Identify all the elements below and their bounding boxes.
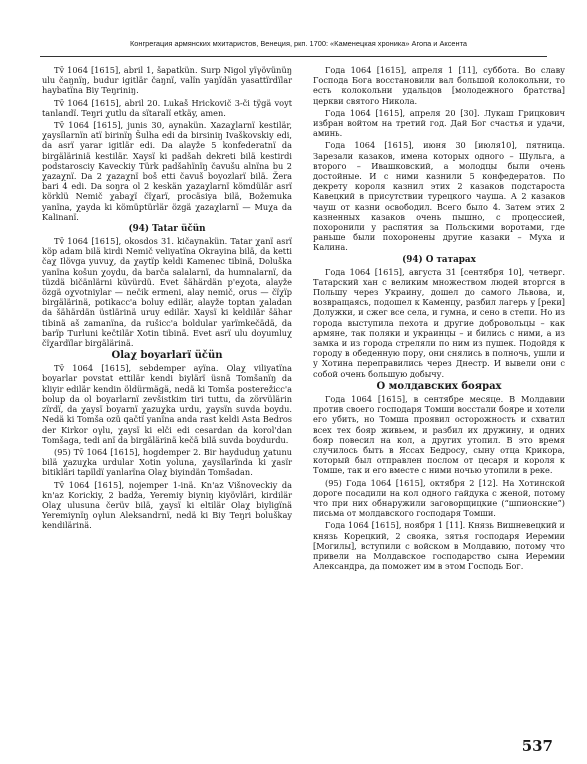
paragraph: Tv̄ 1064 [1615], abril 20. Lukaš Hrickovič 3-či tÿgä voyt tanlandï. Teŋri χutlu da sïtaralï etkäy, amen. [42,97,292,118]
section-heading: О молдавских боярах [376,380,502,392]
paragraph: Tv̄ 1064 [1615], nojemper 1-inä. Kn'az Višnoveckiy da kn'az Korickiy, 2 badža, Yeremiy biyniŋ kiyövläri, kirdilär Olaχ ulusuna čerüv bilä, χaysï ki eltilär Olaχ biyligïnä Yeremiynïŋ oγlun Aleksandrnï, nedä ki Biy Teŋri boluškay kendilärinä. [42,479,292,531]
running-header: Конгрегация армянских мхитаристов, Венеция, ркп. 1700: «Каменецкая хроника» Агопа и Аксента [129,39,468,48]
page-number: 537 [521,737,553,755]
paragraph: Года 1064 [1615], апреля 1 [11], суббота. Во славу Господа Бога восстановили вал большой колокольни, то есть колокольни удальцов [молодежного братства] церкви святого Никола. [313,65,565,106]
paragraph: (95) Tv̄ 1064 [1615], hogdemper 2. Bir hayduduŋ χatunu bilä χazuχka urdular Χotin yoluna, χaysïlarïnda ki χasïr bitikläri tapïldï yanlarïna Olaχ biyindän Tomšadan. [42,446,292,478]
section-heading: Olaχ boyarlarï üčün [111,350,223,362]
right-column-russian [313,65,565,573]
paragraph: Года 1064 [1615], августа 31 [сентября 10], четверг. Татарский хан с великим множеством людей вторгся в Польшу через Украину, дошел до самого Львова, и, возвращаясь, подошел к Каменцу, разбил лагерь у [реки] Долужки, и сжег все села, и гумна, и сено в степи. Но из города выступила пехота и другие добровольцы – как армяне, так поляки и украинцы – и бились с ними, а из замка и из города стреляли по ним из пушек. Подойдя к городу в обеденную пору, они снялись в полночь, ушли и у Хотина переправились через Днестр. И вывели они с собой очень большую добычу. [313,266,565,379]
left-column-turkic [42,65,292,533]
section-heading: (94) О татарах [402,254,476,265]
paragraph: Года 1064 [1615], апреля 20 [30]. Лукаш Грицкович избран войтом на третий год. Дай Бог счастья и удачи, аминь. [313,107,565,139]
header-rule [40,56,547,57]
paragraph: Года 1064 [1615], в сентябре месяце. В Молдавии против своего господаря Томши восстали бояре и хотели его убить, но Томша проявил осторожность и схватил всех тех бояр живьем, и разбил их дружину, и одних бояр повесил на кол, а других утопил. В это время случилось быть в Яссах Бедросу, сыну отца Крикора, который был отправлен послом от цесаря и короля к Томше, так и его вместе с ними ночью утопили в реке. [313,393,565,476]
paragraph: (95) Года 1064 [1615], октября 2 [12]. На Хотинской дороге посадили на кол одного гайдука с женой, потому что при них обнаружили заговорщицкие (“шпионские”) письма от молдавского господаря Томши. [313,477,565,519]
paragraph: Tv̄ 1064 [1615], abril 1, šapatkün. Surp Nigol yïγövünüŋ ulu čaŋnïŋ, budur igitlär čaŋnï, valïn yaŋïdän yasattïrdïlar haybatïna Biy Teŋriniŋ. [42,65,292,96]
paragraph: Года 1064 [1615], ноября 1 [11]. Князь Вишневецкий и князь Корецкий, 2 свояка, зятья господаря Иеремии [Могилы], вступили с войском в Молдавию, потому что привели на Молдавское господарство сына Иеремии Александра, да поможет им в этом Господь Бог. [313,520,565,572]
paragraph: Tv̄ 1064 [1615], sebdemper ayïna. Olaχ viliyatïna boyarlar povstat ettilär kendi biylärï üsnä Tomšanïŋ da kliyir edilär kendin öldürmägä, nedä ki Tomša posterežicc'a bolup da ol boyarlarnï zevšistkim tiri tuttu, da zörvülärin zïrdï, da χaysï boyarnï χazuχka urdu, χaysïn suvda boydu. Nedä ki Tomša ozü qačtï yanïna anda rast keldi Asta Bedros der Kirkor oγlu, χaysï ki elči edi cesardan da korol'dan Tomšaga, tedi anï da birgälärinä kečä bilä suvda boydurdu. [42,363,292,445]
section-heading: (94) Tatar üčün [128,224,206,235]
paragraph: Tv̄ 1064 [1615], okosdos 31. kičaynakün. Tatar χanï asrï köp adam bilä kirdi Nemič veliyatïna Okrayina bilä, da ketti čaχ Ilövga yuvuχ, da χaytïp keldi Kamenec tibinä, Doluška yanïna košun χoydu, da barča salalarnï, da humnalarnï, da tüzdä bičänlärni küvürdü. Evet šähärdän p'eχota, alayže özgä oχvotniylar — nečik ermeni, alay nemič, orus — čïχïp birgälärinä, potikacc'a boluy edilär, alayže toptan χaladan da šähärdän üstlärinä uruy edilär. Χaysï ki keldilär šähar tibinä aš zamanïna, da rušicc'a boldular yarïmkečädä, da barïp Turluni kečtilär Χotin tibinä. Evet asrï ulu doyumluχ čïχardïlar birgälärinä. [42,236,292,349]
paragraph: Tv̄ 1064 [1615], junis 30, aynakün. Χazaχlarnï kestilär, χaysïlarnïn atï birinïŋ Šulha edi da birsiniŋ Ivaškovskiy edi, da asrï yarar igitlär edi. Da alayže 5 konfederatnï da birgäläriniä kestilär. Χaysï ki padšah dekreti bilä kestirdi podstarosciy Kaveckiy Türk padšahïnïŋ čavušu alnïna bu 2 χazaχnï. Da 2 χazaχnï boš etti čavuš boyozlarï bilä. Žera bari 4 edi. Da soŋra ol 2 keskän χazaχlarnï kömdülär asrï körklü Nemič χabaχï čïχarï, procäsiya bilä, Božemuka yanïna, χayda ki kömüptürlär özgä χazaχlarnï — Muχa da Kalinanï. [42,120,292,222]
paragraph: Года 1064 [1615], июня 30 [июля10], пятница. Зарезали казаков, имена которых одного – Шульга, а второго – Ивашковский, а молодцы были очень достойные. И с ними казнили 5 конфедератов. По декрету короля казнил этих 2 казаков подстароста Кавецкий в присутствии турецкого чауша. А 2 казаков чауш от казни освободил. Всего было 4. Затем этих 2 казненных казаков очень пышно, с процессией, похоронили у распятия за Польскими воротами, где раньше были похоронены другие казаки – Муха и Калина. [313,140,565,253]
